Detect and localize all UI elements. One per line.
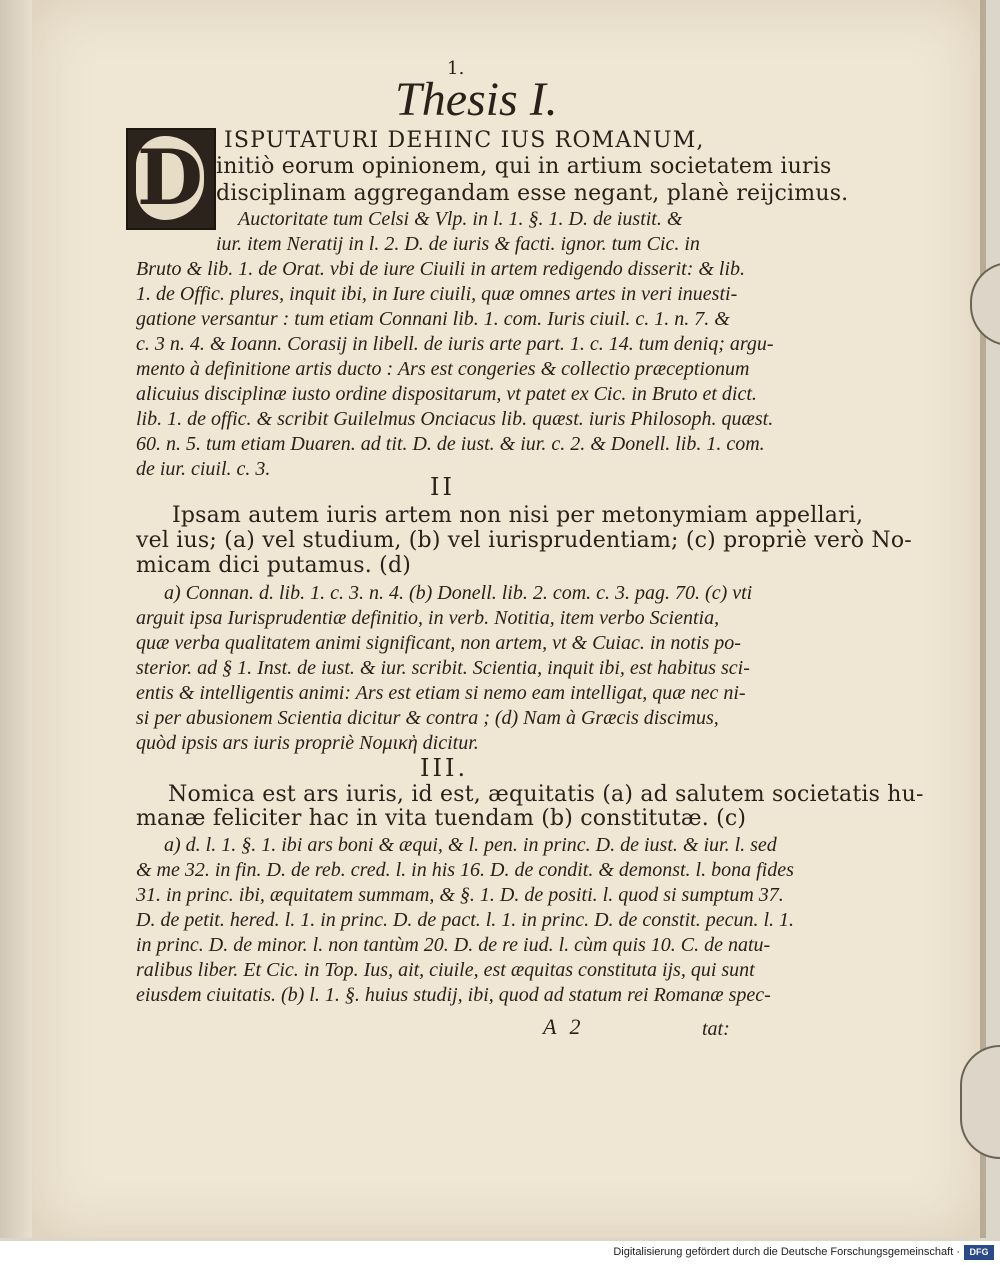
thesis3-note-line: eiusdem ciuitatis. (b) l. 1. §. huius studij, ibi, quod ad statum rei Romanæ spec-	[136, 984, 771, 1006]
book-spine	[0, 0, 32, 1238]
thesis3-body-line: Nomica est ars iuris, id est, æquitatis (a) ad salutem societatis hu-	[168, 782, 924, 807]
decorated-initial	[126, 128, 216, 230]
thesis1-note-line: gatione versantur : tum etiam Connani lib. 1. com. Iuris ciuil. c. 1. n. 7. &	[136, 308, 730, 330]
thesis2-note-line: arguit ipsa Iurisprudentiæ definitio, in verb. Notitia, item verbo Scientia,	[136, 607, 720, 629]
page-number: 1.	[447, 58, 465, 79]
thesis1-note-line: 1. de Offic. plures, inquit ibi, in Iure ciuili, quæ omnes artes in veri inuesti-	[136, 283, 738, 305]
thesis1-body-line: ISPUTATURI DEHINC IUS ROMANUM,	[224, 128, 705, 153]
thesis1-note-line: de iur. ciuil. c. 3.	[136, 458, 271, 480]
thesis1-body-line: initiò eorum opinionem, qui in artium societatem iuris	[216, 154, 832, 179]
thesis3-note-line: ralibus liber. Et Cic. in Top. Ius, ait, ciuile, est æquitas constituta ijs, qui sunt	[136, 959, 755, 981]
thesis2-note-line: quæ verba qualitatem animi significant, non artem, vt & Cuiac. in notis po-	[136, 632, 741, 654]
footer-credit: Digitalisierung gefördert durch die Deutsche Forschungsgemeinschaft ·	[613, 1246, 960, 1258]
thesis2-body-line: Ipsam autem iuris artem non nisi per metonymiam appellari,	[172, 503, 864, 528]
thesis1-note-line: alicuius disciplinæ iusto ordine dispositarum, vt patet ex Cic. in Bruto et dict.	[136, 383, 757, 405]
thesis2-body-line: micam dici putamus. (d)	[136, 553, 412, 578]
thesis3-note-line: & me 32. in fin. D. de reb. cred. l. in his 16. D. de condit. & demonst. l. bona fides	[136, 859, 794, 881]
thesis1-body-line: disciplinam aggregandam esse negant, planè reijcimus.	[216, 181, 849, 206]
thesis3-heading: III.	[420, 754, 469, 782]
thesis3-note-line: 31. in princ. ibi, æquitatem summam, & §. 1. D. de positi. l. quod si sumptum 37.	[136, 884, 784, 906]
thesis1-note-line: iur. item Neratij in l. 2. D. de iuris & facti. ignor. tum Cic. in	[216, 233, 700, 255]
thesis1-note-line: c. 3 n. 4. & Ioann. Corasij in libell. de iuris arte part. 1. c. 14. tum deniq; argu-	[136, 333, 774, 355]
thesis2-heading: II	[430, 473, 455, 501]
thesis1-note-line: 60. n. 5. tum etiam Duaren. ad tit. D. de iust. & iur. c. 2. & Donell. lib. 1. com.	[136, 433, 765, 455]
footer-bar	[0, 1241, 1000, 1265]
thesis2-note-line: sterior. ad § 1. Inst. de iust. & iur. scribit. Scientia, inquit ibi, est habitus sci-	[136, 657, 750, 679]
thesis1-note-line: lib. 1. de offic. & scribit Guilelmus Onciacus lib. quæst. iuris Philosoph. quæst.	[136, 408, 774, 430]
thesis3-body-line: manæ feliciter hac in vita tuendam (b) constitutæ. (c)	[136, 806, 747, 831]
thesis1-note-line: Auctoritate tum Celsi & Vlp. in l. 1. §. 1. D. de iustit. &	[238, 208, 683, 230]
thesis2-body-line: vel ius; (a) vel studium, (b) vel iurisprudentiam; (c) propriè verò No-	[136, 528, 912, 553]
thesis3-note-line: D. de petit. hered. l. 1. in princ. D. de pact. l. 1. in princ. D. de constit. pecun. l. 1.	[136, 909, 795, 931]
thesis2-note-line: quòd ipsis ars iuris propriè Νομικὴ dicitur.	[136, 732, 479, 754]
page-title: Thesis I.	[395, 73, 558, 126]
signature-mark: A 2	[543, 1014, 585, 1039]
thesis3-note-line: a) d. l. 1. §. 1. ibi ars boni & æqui, & l. pen. in princ. D. de iust. & iur. l. sed	[164, 834, 777, 856]
thesis1-note-line: mento à definitione artis ducto : Ars est congeries & collectio præceptionum	[136, 358, 750, 380]
dfg-logo: DFG	[964, 1245, 994, 1260]
thesis2-note-line: a) Connan. d. lib. 1. c. 3. n. 4. (b) Donell. lib. 2. com. c. 3. pag. 70. (c) vti	[164, 582, 753, 604]
thesis2-note-line: si per abusionem Scientia dicitur & contra ; (d) Nam à Græcis discimus,	[136, 707, 719, 729]
catchword: tat:	[702, 1018, 730, 1040]
thesis2-note-line: entis & intelligentis animi: Ars est etiam si nemo eam intelligat, quæ nec ni-	[136, 682, 746, 704]
thesis3-note-line: in princ. D. de minor. l. non tantùm 20. D. de re iud. l. cùm quis 10. C. de natu-	[136, 934, 771, 956]
initial-letter: D	[137, 133, 203, 222]
thesis1-note-line: Bruto & lib. 1. de Orat. vbi de iure Ciuili in artem redigendo disserit: & lib.	[136, 258, 746, 280]
